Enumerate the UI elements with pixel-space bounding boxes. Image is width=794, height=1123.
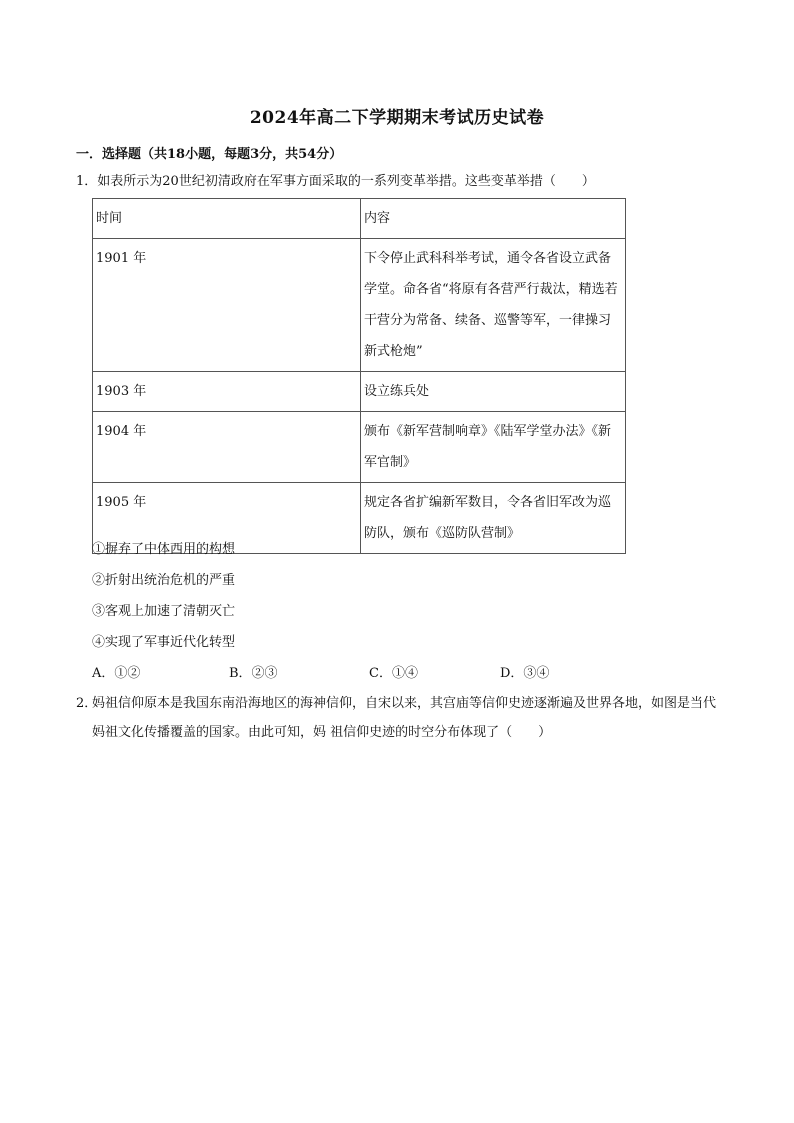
table-cell-content: 颁布《新军营制响章》《陆军学堂办法》《新军官制》 xyxy=(361,412,626,483)
table-cell-content: 规定各省扩编新军数目，令各省旧军改为巡防队，颁布《巡防队营制》 xyxy=(361,483,626,554)
choice-b[interactable]: B．②③ xyxy=(229,666,278,681)
statement-1: ①摒弃了中体西用的构想 xyxy=(92,542,236,557)
reform-table xyxy=(92,198,626,554)
choice-a[interactable]: A．①② xyxy=(92,666,141,681)
statement-4: ④实现了军事近代化转型 xyxy=(92,635,236,650)
table-header-row xyxy=(93,199,626,239)
table-cell-year: 1905 年 xyxy=(93,483,361,554)
question-1-stem: 1．如表所示为20世纪初清政府在军事方面采取的一系列变革举措。这些变革举措（ ） xyxy=(76,174,595,189)
table-cell-year: 1903 年 xyxy=(93,372,361,412)
question-2-number: 2． xyxy=(76,696,98,711)
table-cell-content: 下令停止武科科举考试，通令各省设立武备学堂。命各省“将原有各营严行裁汰，精选若干营分为常备、续备、巡警等军，一律操习新式枪炮” xyxy=(361,239,626,372)
section-heading: 一．选择题（共18小题，每题3分，共54分） xyxy=(76,147,343,162)
choice-c[interactable]: C．①④ xyxy=(369,666,418,681)
choice-d[interactable]: D．③④ xyxy=(500,666,550,681)
statement-3: ③客观上加速了清朝灭亡 xyxy=(92,604,236,619)
table-cell-content: 设立练兵处 xyxy=(361,372,626,412)
question-2-stem: 妈祖信仰原本是我国东南沿海地区的海神信仰，自宋以来，其宫庙等信仰史迹逐渐遍及世界各地，如图是当代妈祖文化传播覆盖的国家。由此可知，妈 祖信仰史迹的时空分布体现了（ ） xyxy=(92,696,717,740)
table-cell-year: 1904 年 xyxy=(93,412,361,483)
table-row xyxy=(93,239,626,372)
table-header-time: 时间 xyxy=(93,199,361,239)
table-header-content: 内容 xyxy=(361,199,626,239)
question-2 xyxy=(76,689,726,747)
table-row xyxy=(93,372,626,412)
exam-title: 2024年高二下学期期末考试历史试卷 xyxy=(249,108,545,128)
table-row xyxy=(93,412,626,483)
statement-2: ②折射出统治危机的严重 xyxy=(92,573,236,588)
table-cell-year: 1901 年 xyxy=(93,239,361,372)
